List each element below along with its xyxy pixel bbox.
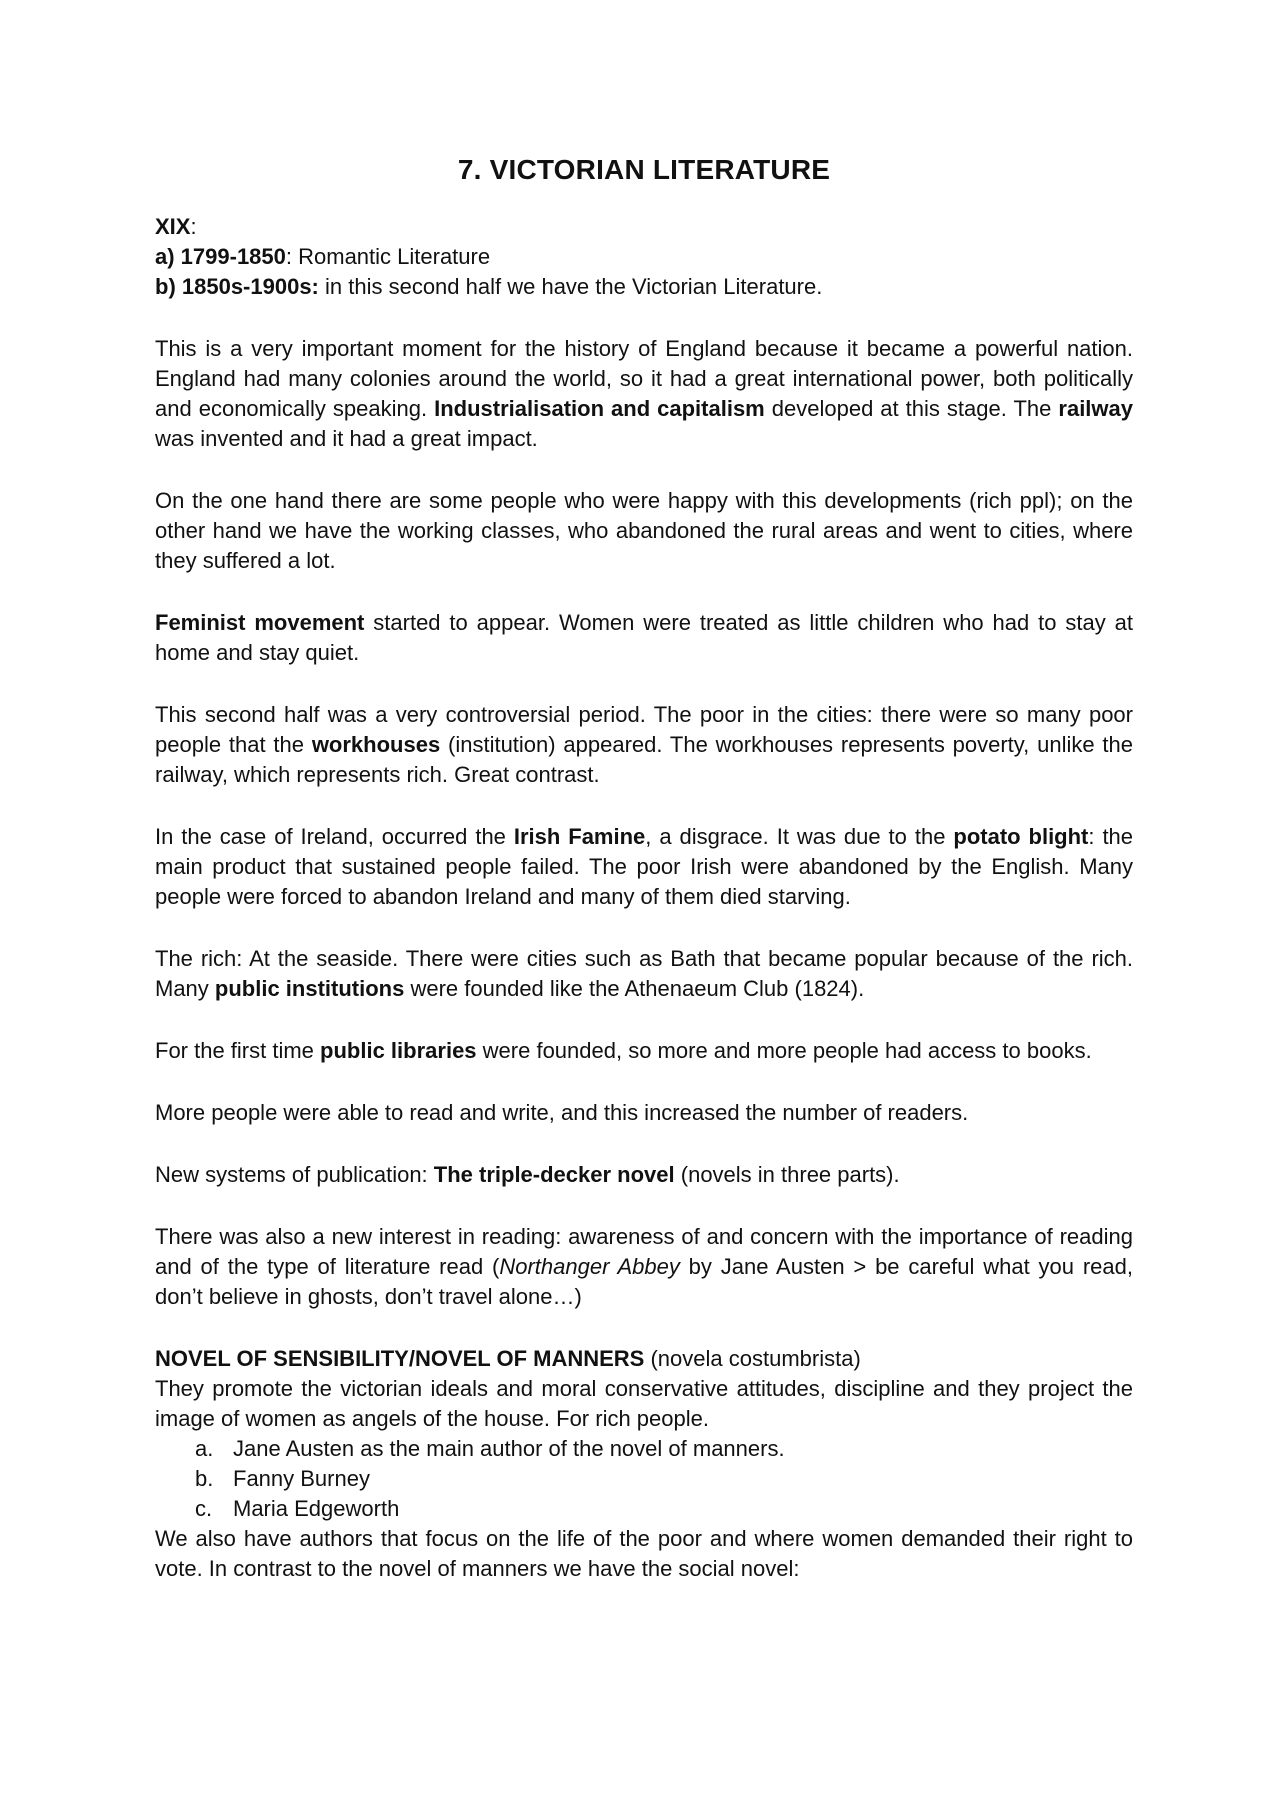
- paragraph-england: This is a very important moment for the history of England because it became a powerful nation. England had many colonies around the world, so it had a great international power, both politically and economically speaking. Industrialisation and capitalism developed at this stage. The railway was invented and it had a great impact.: [155, 336, 1133, 451]
- section-heading: NOVEL OF SENSIBILITY/NOVEL OF MANNERS (novela costumbrista): [155, 1346, 861, 1371]
- list-item: a. Jane Austen as the main author of the novel of manners.: [155, 1434, 1133, 1464]
- list-marker: a.: [195, 1436, 214, 1461]
- paragraph-feminist: Feminist movement started to appear. Women were treated as little children who had to stay at home and stay quiet.: [155, 610, 1133, 665]
- paragraph-workhouses: This second half was a very controversial period. The poor in the cities: there were so many poor people that the workhouses (institution) appeared. The workhouses represents poverty, unlike the railway, which represents rich. Great contrast.: [155, 702, 1133, 787]
- paragraph-publication: New systems of publication: The triple-decker novel (novels in three parts).: [155, 1162, 900, 1187]
- novel-section: [155, 1344, 1133, 1584]
- section-intro: They promote the victorian ideals and moral conservative attitudes, discipline and they project the image of women as angels of the house. For rich people.: [155, 1376, 1133, 1431]
- page-title: 7. VICTORIAN LITERATURE: [457, 154, 831, 185]
- period-b-text: in this second half we have the Victorian Literature.: [318, 274, 823, 299]
- period-a: [155, 242, 1133, 272]
- book-title: Northanger Abbey: [499, 1254, 680, 1279]
- list-item: c. Maria Edgeworth: [155, 1494, 1133, 1524]
- paragraph-rich: The rich: At the seaside. There were cities such as Bath that became popular because of the rich. Many public institutions were founded like the Athenaeum Club (1824).: [155, 946, 1133, 1001]
- period-b-label: b) 1850s-1900s:: [155, 274, 319, 299]
- century-label: XIX: [155, 214, 191, 239]
- document-body: [155, 150, 1133, 1584]
- period-block: [155, 212, 1133, 302]
- paragraph-classes: On the one hand there are some people who were happy with this developments (rich ppl); on the other hand we have the working classes, who abandoned the rural areas and went to cities, where they suffered a lot.: [155, 488, 1133, 573]
- list-marker: c.: [195, 1496, 213, 1521]
- paragraph-ireland: In the case of Ireland, occurred the Irish Famine, a disgrace. It was due to the potato blight: the main product that sustained people failed. The poor Irish were abandoned by the English. Many people were forced to abandon Ireland and many of them died starving.: [155, 824, 1134, 909]
- paragraph-reading-interest: There was also a new interest in reading: awareness of and concern with the importance of reading and of the type of literature read (Northanger Abbey by Jane Austen > be careful what you read, don’t believe in ghosts, don’t travel alone…): [155, 1224, 1133, 1309]
- century-line: XIX:: [155, 214, 197, 239]
- period-b: [155, 272, 1133, 302]
- paragraph-libraries: For the first time public libraries were founded, so more and more people had access to books.: [155, 1038, 1092, 1063]
- period-a-label: a) 1799-1850: [155, 244, 286, 269]
- section-closing: We also have authors that focus on the life of the poor and where women demanded their right to vote. In contrast to the novel of manners we have the social novel:: [155, 1526, 1133, 1581]
- author-list: [155, 1434, 1133, 1524]
- paragraph-readers: More people were able to read and write, and this increased the number of readers.: [155, 1100, 969, 1125]
- list-marker: b.: [195, 1466, 214, 1491]
- period-a-text: : Romantic Literature: [285, 244, 491, 269]
- list-item: b. Fanny Burney: [155, 1464, 1133, 1494]
